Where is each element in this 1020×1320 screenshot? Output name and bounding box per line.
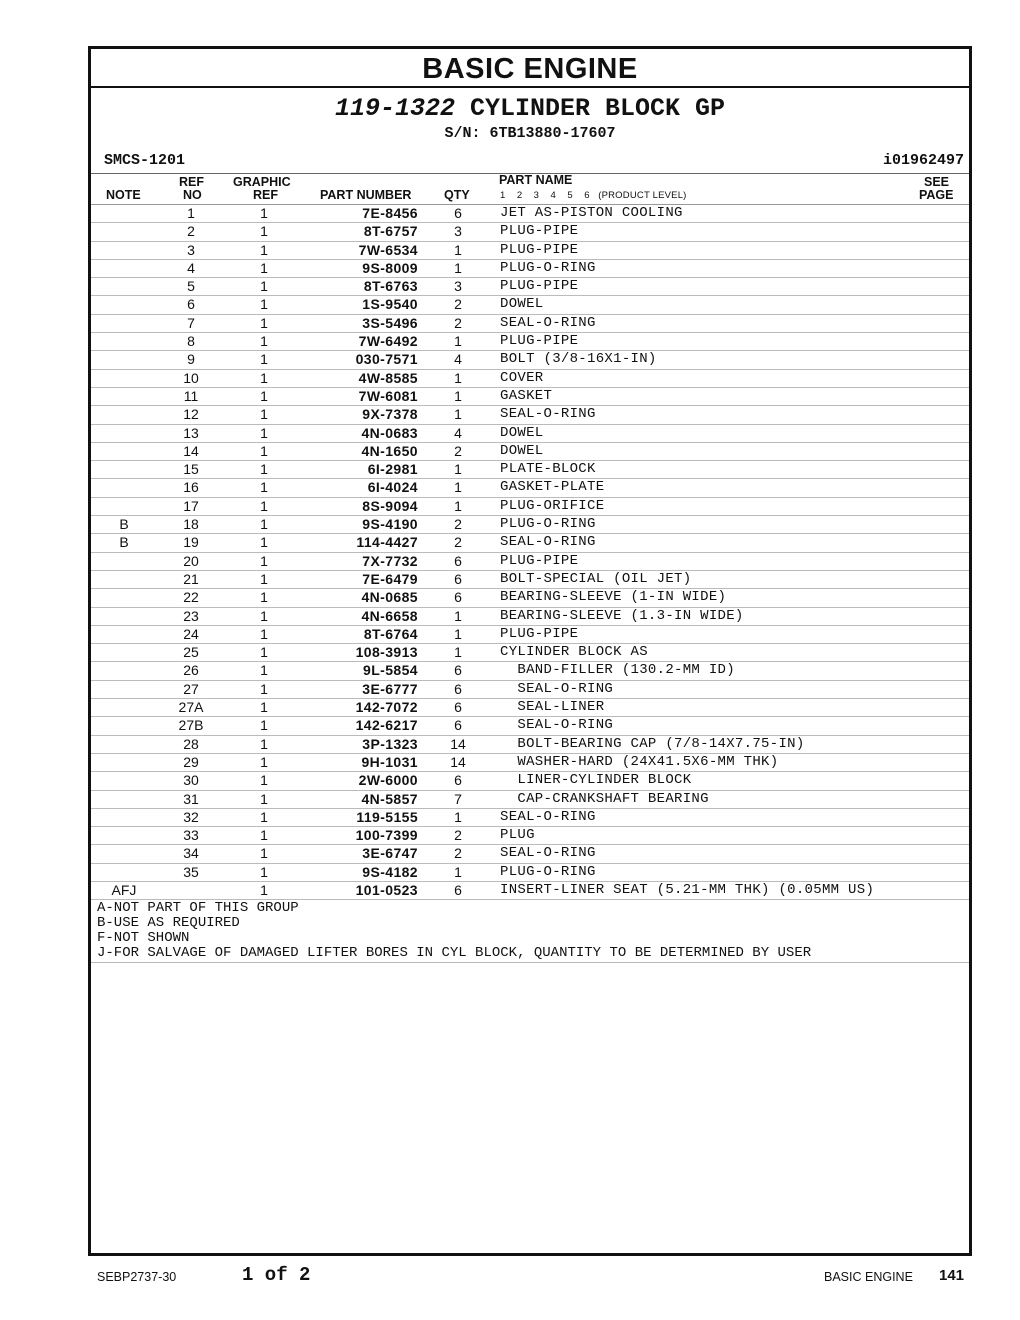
row-part-name: PLUG-PIPE — [500, 625, 579, 642]
table-row — [91, 333, 969, 351]
row-part-number: 9S-4182 — [362, 863, 418, 880]
row-part-number: 8T-6764 — [363, 625, 418, 642]
row-part-name: COVER — [500, 369, 544, 386]
row-qty: 6 — [454, 570, 462, 587]
row-part-number: 6I-2981 — [367, 461, 418, 478]
table-row — [91, 754, 969, 772]
row-graphic-ref: 1 — [260, 296, 268, 313]
row-qty: 1 — [454, 607, 462, 624]
row-ref-no: 1 — [187, 205, 195, 221]
row-part-name: DOWEL — [500, 296, 544, 313]
row-part-name: PLUG-PIPE — [500, 278, 579, 295]
row-part-number: 101-0523 — [355, 881, 418, 898]
table-row — [91, 882, 969, 900]
row-graphic-ref: 1 — [260, 717, 268, 734]
row-ref-no: 34 — [183, 845, 199, 862]
table-row — [91, 791, 969, 809]
row-graphic-ref: 1 — [260, 241, 268, 258]
row-graphic-ref: 1 — [260, 442, 268, 459]
row-ref-no: 13 — [183, 424, 199, 441]
row-graphic-ref: 1 — [260, 790, 268, 807]
row-qty: 2 — [454, 314, 462, 331]
row-part-name: PLUG-O-RING — [500, 863, 596, 880]
row-ref-no: 12 — [183, 406, 199, 423]
row-part-number: 7E-6479 — [362, 570, 418, 587]
row-graphic-ref: 1 — [260, 461, 268, 478]
row-qty: 1 — [454, 241, 462, 258]
row-part-number: 3E-6747 — [362, 845, 418, 862]
row-part-number: 9X-7378 — [362, 406, 418, 423]
row-part-number: 6I-4024 — [367, 479, 418, 496]
row-part-number: 8T-6763 — [363, 278, 418, 295]
column-headers — [91, 174, 969, 205]
row-ref-no: 25 — [183, 644, 199, 661]
header-qty: QTY — [444, 188, 470, 202]
header-graphic-top: GRAPHIC — [233, 175, 291, 189]
row-graphic-ref: 1 — [260, 205, 268, 221]
row-ref-no: 11 — [183, 387, 199, 404]
row-part-number: 142-6217 — [355, 717, 418, 734]
row-qty: 2 — [454, 534, 462, 551]
row-graphic-ref: 1 — [260, 735, 268, 752]
note-line: B-USE AS REQUIRED — [97, 915, 240, 932]
header-see-bottom: PAGE — [919, 188, 954, 202]
row-qty: 4 — [454, 424, 462, 441]
row-qty: 1 — [454, 625, 462, 642]
row-part-name: CYLINDER BLOCK AS — [500, 644, 648, 661]
row-ref-no: 30 — [183, 772, 199, 789]
table-row — [91, 626, 969, 644]
row-ref-no: 33 — [183, 827, 199, 844]
header-product-levels: 1 2 3 4 5 6 (PRODUCT LEVEL) — [500, 190, 687, 201]
header-graphic-bottom: REF — [253, 188, 278, 202]
document-number: SEBP2737-30 — [97, 1270, 177, 1284]
row-qty: 1 — [454, 259, 462, 276]
row-part-name: SEAL-O-RING — [500, 845, 596, 862]
row-ref-no: 22 — [183, 589, 199, 606]
row-ref-no: 9 — [187, 351, 195, 368]
header-part-name: PART NAME — [499, 173, 573, 187]
row-qty: 1 — [454, 644, 462, 661]
row-part-name: PLUG-PIPE — [500, 333, 579, 350]
row-ref-no: 29 — [183, 753, 199, 770]
row-ref-no: 35 — [183, 863, 199, 880]
header-see-top: SEE — [924, 175, 950, 189]
row-qty: 6 — [454, 552, 462, 569]
row-part-number: 2W-6000 — [358, 772, 418, 789]
row-part-number: 4W-8585 — [358, 369, 418, 386]
row-note: B — [119, 516, 129, 533]
row-graphic-ref: 1 — [260, 662, 268, 679]
row-part-number: 114-4427 — [356, 534, 418, 551]
row-ref-no: 2 — [187, 223, 195, 240]
row-part-number: 4N-1650 — [361, 442, 418, 459]
row-part-number: 7W-6492 — [358, 333, 418, 350]
row-graphic-ref: 1 — [260, 351, 268, 368]
row-part-number: 9S-8009 — [362, 259, 418, 276]
row-part-number: 3S-5496 — [362, 314, 418, 331]
smcs-code: SMCS-1201 — [104, 152, 186, 169]
row-graphic-ref: 1 — [260, 607, 268, 624]
row-part-number: 4N-0683 — [361, 424, 418, 441]
row-part-name: DOWEL — [500, 424, 544, 441]
row-qty: 1 — [454, 333, 462, 350]
row-part-name: PLUG-ORIFICE — [500, 497, 605, 514]
row-qty: 6 — [454, 699, 462, 716]
table-row — [91, 662, 969, 680]
row-part-name: BAND-FILLER (130.2-MM ID) — [500, 662, 735, 679]
table-row — [91, 406, 969, 424]
table-row — [91, 699, 969, 717]
row-ref-no: 20 — [183, 552, 199, 569]
row-graphic-ref: 1 — [260, 369, 268, 386]
row-note: B — [119, 534, 129, 551]
table-row — [91, 315, 969, 333]
row-qty: 3 — [454, 278, 462, 295]
row-part-name: SEAL-O-RING — [500, 314, 596, 331]
row-part-name: SEAL-O-RING — [500, 717, 614, 734]
row-part-name: JET AS-PISTON COOLING — [500, 205, 683, 221]
table-row — [91, 443, 969, 461]
row-ref-no: 16 — [183, 479, 199, 496]
row-qty: 6 — [454, 772, 462, 789]
illustration-id: i01962497 — [882, 152, 964, 169]
row-ref-no: 26 — [183, 662, 199, 679]
row-ref-no: 32 — [183, 808, 199, 825]
row-graphic-ref: 1 — [260, 863, 268, 880]
row-qty: 6 — [454, 662, 462, 679]
row-part-name: SEAL-LINER — [500, 699, 605, 716]
row-graphic-ref: 1 — [260, 516, 268, 533]
row-part-number: 100-7399 — [355, 827, 418, 844]
row-part-name: SEAL-O-RING — [500, 808, 596, 825]
table-row — [91, 608, 969, 626]
row-ref-no: 4 — [187, 259, 195, 276]
row-qty: 2 — [454, 296, 462, 313]
row-qty: 7 — [454, 790, 462, 807]
table-row — [91, 717, 969, 735]
parts-list-frame — [88, 46, 972, 1256]
row-qty: 2 — [454, 845, 462, 862]
row-part-name: BOLT-SPECIAL (OIL JET) — [500, 570, 692, 587]
table-row — [91, 534, 969, 552]
table-row — [91, 681, 969, 699]
row-ref-no: 6 — [187, 296, 195, 313]
table-row — [91, 772, 969, 790]
row-ref-no: 27A — [178, 699, 204, 716]
smcs-row — [91, 151, 969, 174]
row-ref-no: 14 — [183, 442, 199, 459]
table-row — [91, 809, 969, 827]
row-part-number: 142-7072 — [355, 699, 418, 716]
row-part-number: 9L-5854 — [363, 662, 418, 679]
row-ref-no: 24 — [183, 625, 199, 642]
row-graphic-ref: 1 — [260, 808, 268, 825]
table-row — [91, 242, 969, 260]
row-part-number: 1S-9540 — [362, 296, 418, 313]
row-ref-no: 3 — [187, 241, 195, 258]
row-part-name: INSERT-LINER SEAT (5.21-MM THK) (0.05MM US) — [500, 881, 875, 898]
row-part-number: 3E-6777 — [362, 680, 418, 697]
row-part-name: SEAL-O-RING — [500, 406, 596, 423]
row-part-name: BOLT-BEARING CAP (7/8-14X7.75-IN) — [500, 735, 805, 752]
table-row — [91, 260, 969, 278]
row-ref-no: 19 — [183, 534, 199, 551]
row-part-number: 4N-0685 — [361, 589, 418, 606]
row-ref-no: 31 — [183, 790, 199, 807]
table-row — [91, 516, 969, 534]
note-line: J-FOR SALVAGE OF DAMAGED LIFTER BORES IN CYL BLOCK, QUANTITY TO BE DETERMINED BY USER — [97, 945, 812, 962]
row-part-number: 9S-4190 — [362, 516, 418, 533]
row-graphic-ref: 1 — [260, 570, 268, 587]
row-qty: 1 — [454, 808, 462, 825]
row-qty: 1 — [454, 863, 462, 880]
page-of: 1 of 2 — [242, 1264, 311, 1286]
row-ref-no: 28 — [183, 735, 199, 752]
row-ref-no: 7 — [187, 314, 195, 331]
table-row — [91, 479, 969, 497]
row-graphic-ref: 1 — [260, 534, 268, 551]
table-row — [91, 205, 969, 223]
row-graphic-ref: 1 — [260, 278, 268, 295]
row-part-number: 7W-6081 — [358, 387, 418, 404]
row-graphic-ref: 1 — [260, 845, 268, 862]
row-qty: 3 — [454, 223, 462, 240]
row-part-number: 7E-8456 — [362, 205, 418, 221]
table-row — [91, 461, 969, 479]
row-graphic-ref: 1 — [260, 699, 268, 716]
parts-table — [91, 205, 969, 900]
table-row — [91, 845, 969, 863]
table-row — [91, 571, 969, 589]
row-graphic-ref: 1 — [260, 406, 268, 423]
row-graphic-ref: 1 — [260, 333, 268, 350]
row-part-number: 9H-1031 — [361, 753, 418, 770]
row-qty: 6 — [454, 881, 462, 898]
table-row — [91, 370, 969, 388]
row-ref-no: 8 — [187, 333, 195, 350]
row-ref-no: 27B — [178, 717, 204, 734]
row-ref-no: 5 — [187, 278, 195, 295]
table-row — [91, 278, 969, 296]
row-graphic-ref: 1 — [260, 497, 268, 514]
row-part-number: 8S-9094 — [362, 497, 418, 514]
note-line: A-NOT PART OF THIS GROUP — [97, 900, 299, 917]
table-row — [91, 553, 969, 571]
row-qty: 2 — [454, 516, 462, 533]
row-part-name: WASHER-HARD (24X41.5X6-MM THK) — [500, 753, 779, 770]
footer-section: BASIC ENGINE — [824, 1270, 913, 1284]
row-part-number: 7W-6534 — [358, 241, 418, 258]
row-part-name: GASKET — [500, 387, 553, 404]
section-title: BASIC ENGINE — [91, 49, 969, 88]
row-qty: 1 — [454, 369, 462, 386]
row-graphic-ref: 1 — [260, 223, 268, 240]
row-part-number: 7X-7732 — [362, 552, 418, 569]
page-footer — [0, 1262, 1020, 1292]
row-part-number: 119-5155 — [356, 808, 418, 825]
row-qty: 6 — [454, 205, 462, 221]
row-qty: 6 — [454, 589, 462, 606]
row-ref-no: 10 — [183, 369, 199, 386]
row-part-name: GASKET-PLATE — [500, 479, 605, 496]
row-qty: 14 — [450, 753, 466, 770]
group-number: 119-1322 — [334, 94, 455, 123]
row-graphic-ref: 1 — [260, 680, 268, 697]
row-part-name: BEARING-SLEEVE (1.3-IN WIDE) — [500, 607, 744, 624]
row-qty: 2 — [454, 827, 462, 844]
row-part-name: PLUG-PIPE — [500, 552, 579, 569]
table-row — [91, 425, 969, 443]
row-part-name: PLUG — [500, 827, 535, 844]
table-row — [91, 388, 969, 406]
row-ref-no: 27 — [183, 680, 199, 697]
group-title — [91, 94, 969, 124]
row-qty: 1 — [454, 406, 462, 423]
header-note: NOTE — [106, 188, 141, 202]
row-graphic-ref: 1 — [260, 552, 268, 569]
table-row — [91, 589, 969, 607]
row-qty: 6 — [454, 680, 462, 697]
header-ref-top: REF — [179, 175, 204, 189]
row-qty: 1 — [454, 461, 462, 478]
row-graphic-ref: 1 — [260, 827, 268, 844]
row-graphic-ref: 1 — [260, 881, 268, 898]
row-graphic-ref: 1 — [260, 753, 268, 770]
row-part-number: 4N-6658 — [361, 607, 418, 624]
table-row — [91, 296, 969, 314]
table-row — [91, 223, 969, 241]
notes-block — [91, 900, 969, 963]
table-row — [91, 644, 969, 662]
row-part-name: PLUG-O-RING — [500, 516, 596, 533]
table-row — [91, 827, 969, 845]
row-part-name: SEAL-O-RING — [500, 680, 614, 697]
row-qty: 1 — [454, 387, 462, 404]
row-part-name: CAP-CRANKSHAFT BEARING — [500, 790, 709, 807]
row-graphic-ref: 1 — [260, 644, 268, 661]
row-part-name: SEAL-O-RING — [500, 534, 596, 551]
row-part-name: BEARING-SLEEVE (1-IN WIDE) — [500, 589, 727, 606]
row-graphic-ref: 1 — [260, 589, 268, 606]
table-row — [91, 864, 969, 882]
row-ref-no: 23 — [183, 607, 199, 624]
table-row — [91, 736, 969, 754]
header-ref-bottom: NO — [183, 188, 202, 202]
row-part-name: PLUG-O-RING — [500, 259, 596, 276]
row-graphic-ref: 1 — [260, 625, 268, 642]
row-qty: 1 — [454, 479, 462, 496]
table-row — [91, 498, 969, 516]
row-graphic-ref: 1 — [260, 424, 268, 441]
row-part-name: PLUG-PIPE — [500, 241, 579, 258]
row-qty: 2 — [454, 442, 462, 459]
row-ref-no: 17 — [183, 497, 199, 514]
row-part-number: 3P-1323 — [362, 735, 418, 752]
header-part-number: PART NUMBER — [320, 188, 412, 202]
row-graphic-ref: 1 — [260, 772, 268, 789]
row-part-number: 4N-5857 — [361, 790, 418, 807]
row-note: AFJ — [111, 881, 137, 898]
row-ref-no: 15 — [183, 461, 199, 478]
row-ref-no: 18 — [183, 516, 199, 533]
row-qty: 1 — [454, 497, 462, 514]
row-part-number: 030-7571 — [355, 351, 418, 368]
table-row — [91, 351, 969, 369]
row-qty: 6 — [454, 717, 462, 734]
row-graphic-ref: 1 — [260, 314, 268, 331]
note-line: F-NOT SHOWN — [97, 930, 190, 947]
row-part-name: BOLT (3/8-16X1-IN) — [500, 351, 657, 368]
page-number: 141 — [939, 1267, 965, 1284]
row-part-number: 108-3913 — [355, 644, 418, 661]
row-part-name: DOWEL — [500, 442, 544, 459]
row-qty: 14 — [450, 735, 466, 752]
row-part-name: LINER-CYLINDER BLOCK — [500, 772, 692, 789]
group-name: CYLINDER BLOCK GP — [470, 94, 726, 123]
row-graphic-ref: 1 — [260, 259, 268, 276]
row-part-number: 8T-6757 — [363, 223, 418, 240]
row-part-name: PLATE-BLOCK — [500, 461, 596, 478]
row-graphic-ref: 1 — [260, 387, 268, 404]
serial-number: S/N: 6TB13880-17607 — [444, 125, 616, 142]
row-ref-no: 21 — [183, 570, 199, 587]
row-part-name: PLUG-PIPE — [500, 223, 579, 240]
row-graphic-ref: 1 — [260, 479, 268, 496]
row-qty: 4 — [454, 351, 462, 368]
